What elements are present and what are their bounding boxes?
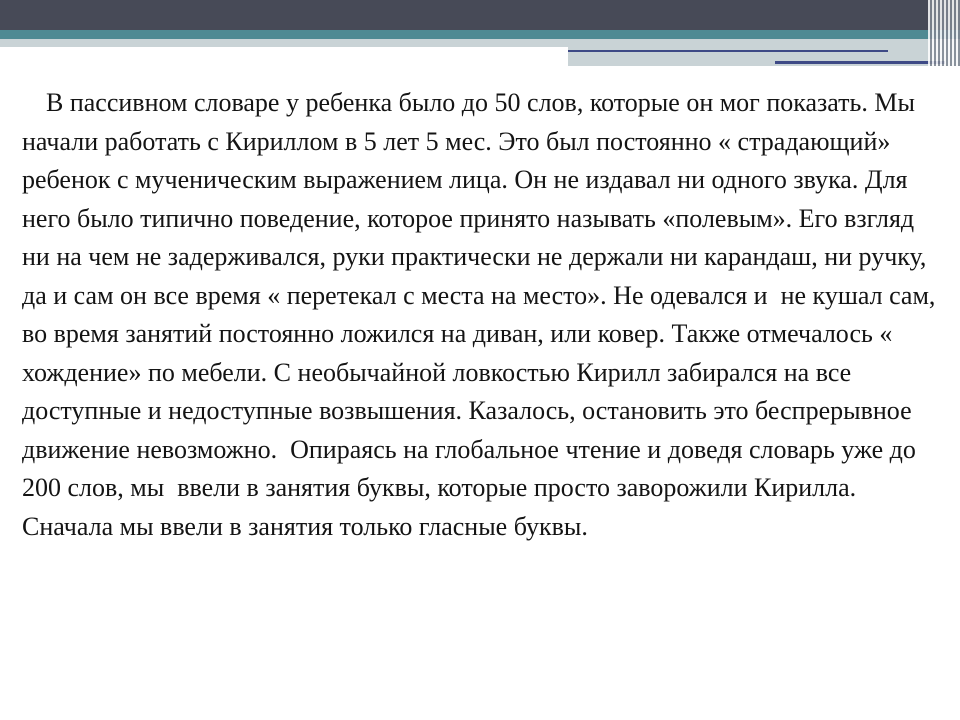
slide-body-text: В пассивном словаре у ребенка было до 50 слов, которые он мог показать. Мы начали работать с Кириллом в 5 лет 5 мес. Это был постоянно « страдающий» ребенок с мученическим выражением лица. Он не издавал ни одного звука. Для него было типично поведение, которое принято называть «полевым». Его взгляд ни на чем не задерживался, руки практически не держали ни карандаш, ни ручку, да и сам он все время « перетекал с места на место». Не одевался и не кушал сам, во время занятий постоянно ложился на диван, или ковер. Также отмечалось « хождение» по мебели. С необычайной ловкостью Кирилл забирался на все доступные и недоступные возвышения. Казалось, остановить это беспрерывное движение невозможно. Опираясь на глобальное чтение и доведя словарь уже до 200 слов, мы ввели в занятия буквы, которые просто заворожили Кирилла. Сначала мы ввели в занятия только гласные буквы.	[22, 88, 949, 541]
slide-header-rule-top	[568, 50, 888, 52]
slide-header-accent-band	[0, 30, 960, 39]
slide-header-stripes	[928, 0, 960, 66]
slide-header-bar	[0, 0, 960, 30]
slide-header-rule-bottom	[775, 61, 945, 64]
slide-header-light-band	[0, 39, 568, 47]
